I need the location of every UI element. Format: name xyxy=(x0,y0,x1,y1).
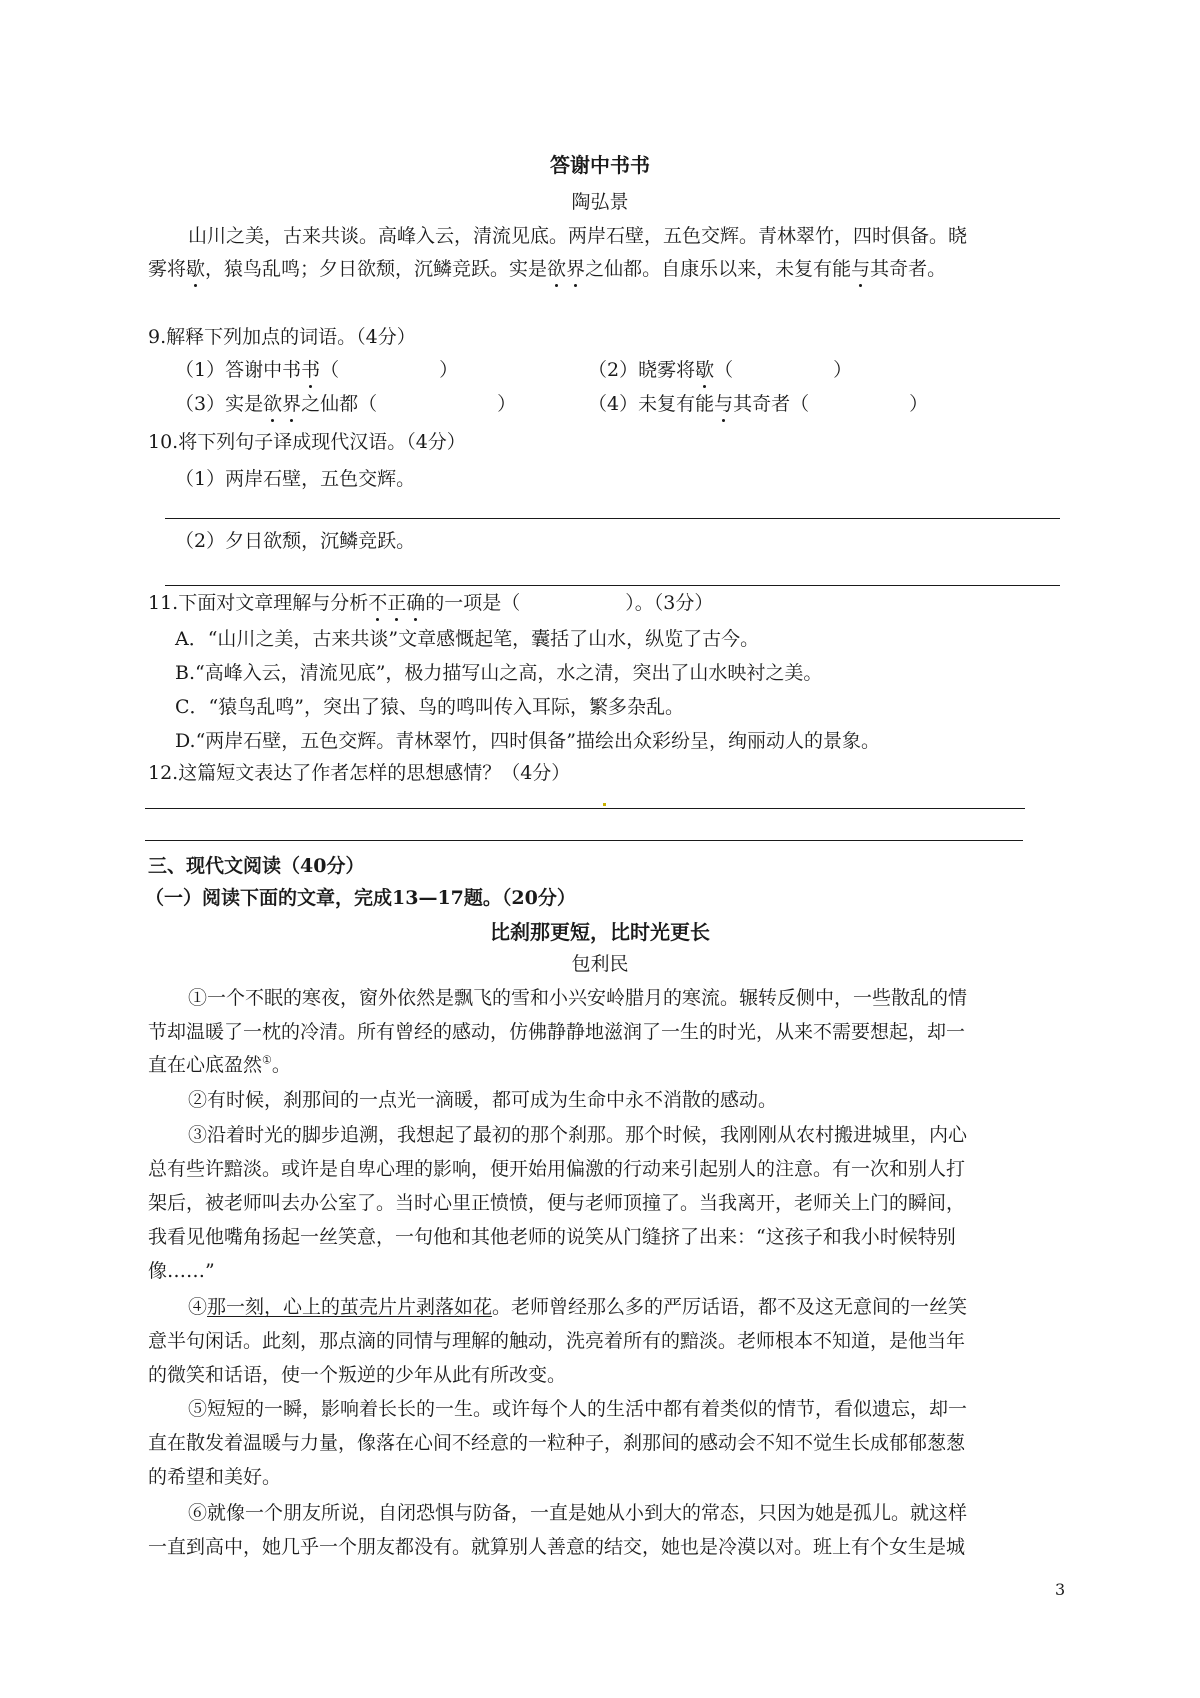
dotted-char: 确 xyxy=(406,589,425,617)
question-10-stem: 10.将下列句子译成现代汉语。（4分） xyxy=(148,431,466,453)
article-p3-line-5: 像……” xyxy=(148,1260,215,1282)
article-p5-line-2: 直在散发着温暖与力量，像落在心间不经意的一粒种子，刹那间的感动会不知不觉生长成郁郁葱葱 xyxy=(148,1432,966,1454)
answer-line[interactable] xyxy=(165,518,1060,519)
underlined-sentence: 那一刻，心上的茧壳片片剥落如花 xyxy=(207,1296,493,1318)
classical-line-1: 山川之美，古来共谈。高峰入云，清流见底。两岸石壁，五色交辉。青林翠竹，四时俱备。晓 xyxy=(188,225,968,247)
dotted-char: 界 xyxy=(282,390,301,418)
dotted-char: 与 xyxy=(714,390,733,418)
dotted-char: 歇 xyxy=(695,356,714,384)
footnote-mark: ① xyxy=(262,1053,272,1067)
article-title: 比刹那更短，比时光更长 xyxy=(490,920,710,944)
answer-line[interactable] xyxy=(145,840,1023,841)
article-p4-line-1: ④那一刻，心上的茧壳片片剥落如花。老师曾经那么多的严厉话语，都不及这无意间的一丝笑 xyxy=(188,1296,968,1318)
section-3-heading: 三、现代文阅读（40分） xyxy=(148,855,365,877)
classical-author: 陶弘景 xyxy=(571,191,629,213)
question-9-item-4: （4）未复有能与其奇者（ ） xyxy=(588,390,928,418)
article-p5-line-3: 的希望和美好。 xyxy=(148,1466,282,1488)
article-p6-line-2: 一直到高中，她几乎一个朋友都没有。就算别人善意的结交，她也是冷漠以对。班上有个女生是城 xyxy=(148,1536,966,1558)
question-9-item-3: （3）实是欲界之仙都（ ） xyxy=(175,390,516,418)
dotted-char: 正 xyxy=(387,589,406,617)
dotted-char: 书 xyxy=(301,356,320,384)
question-10-sentence-2: （2）夕日欲颓，沉鳞竞跃。 xyxy=(175,530,416,552)
classical-line-2: 雾将歇，猿鸟乱鸣；夕日欲颓，沉鳞竞跃。实是欲界之仙都。自康乐以来，未复有能与其奇者。 xyxy=(148,255,946,283)
article-p3-line-1: ③沿着时光的脚步追溯，我想起了最初的那个刹那。那个时候，我刚刚从农村搬进城里，内心 xyxy=(188,1124,968,1146)
question-12-stem: 12.这篇短文表达了作者怎样的思想感情？（4分） xyxy=(148,762,571,784)
question-11-stem: 11.下面对文章理解与分析不正确的一项是（ ）。（3分） xyxy=(148,589,713,617)
dotted-char: 不 xyxy=(368,589,387,617)
article-p5-line-1: ⑤短短的一瞬，影响着长长的一生。或许每个人的生活中都有着类似的情节，看似遗忘，却一 xyxy=(188,1398,968,1420)
question-9-item-2: （2）晓雾将歇（ ） xyxy=(588,356,852,384)
option-b: B.“高峰入云，清流见底”，极力描写山之高，水之清，突出了山水映衬之美。 xyxy=(175,662,823,684)
dotted-char: 欲 xyxy=(547,255,566,283)
question-9-item-1: （1）答谢中书书（ ） xyxy=(175,356,458,384)
answer-line[interactable] xyxy=(165,585,1060,586)
answer-line[interactable] xyxy=(145,808,1025,809)
option-a: A．“山川之美，古来共谈”文章感慨起笔，囊括了山水，纵览了古今。 xyxy=(175,628,760,650)
article-p2: ②有时候，刹那间的一点光一滴暖，都可成为生命中永不消散的感动。 xyxy=(188,1089,778,1111)
article-p4-line-2: 意半句闲话。此刻，那点滴的同情与理解的触动，洗亮着所有的黯淡。老师根本不知道，是他当年 xyxy=(148,1330,966,1352)
question-9-stem: 9.解释下列加点的词语。（4分） xyxy=(148,326,416,348)
dotted-char: 界 xyxy=(566,255,585,283)
article-p3-line-4: 我看见他嘴角扬起一丝笑意，一句他和其他老师的说笑从门缝挤了出来：“这孩子和我小时候特别 xyxy=(148,1226,956,1248)
classical-title: 答谢中书书 xyxy=(550,153,650,177)
section-3-part-1: （一）阅读下面的文章，完成13—17题。（20分） xyxy=(145,887,576,909)
article-p6-line-1: ⑥就像一个朋友所说，自闭恐惧与防备，一直是她从小到大的常态，只因为她是孤儿。就这样 xyxy=(188,1502,968,1524)
page-number: 3 xyxy=(1055,1580,1066,1599)
article-p3-line-3: 架后，被老师叫去办公室了。当时心里正愤愤，便与老师顶撞了。当我离开，老师关上门的瞬间， xyxy=(148,1192,966,1214)
stray-mark xyxy=(603,803,606,806)
article-p1-line-1: ①一个不眠的寒夜，窗外依然是飘飞的雪和小兴安岭腊月的寒流。辗转反侧中，一些散乱的情 xyxy=(188,987,968,1009)
article-p1-line-3: 直在心底盈然①。 xyxy=(148,1053,291,1076)
option-d: D.“两岸石壁，五色交辉。青林翠竹，四时俱备”描绘出众彩纷呈，绚丽动人的景象。 xyxy=(175,730,881,752)
article-p1-line-2: 节却温暖了一枕的冷清。所有曾经的感动，仿佛静静地滋润了一生的时光，从来不需要想起，却一 xyxy=(148,1021,966,1043)
dotted-char: 欲 xyxy=(263,390,282,418)
question-10-sentence-1: （1）两岸石壁，五色交辉。 xyxy=(175,468,416,490)
dotted-char: 歇 xyxy=(186,255,205,283)
article-p4-line-3: 的微笑和话语，使一个叛逆的少年从此有所改变。 xyxy=(148,1364,567,1386)
article-p3-line-2: 总有些许黯淡。或许是自卑心理的影响，便开始用偏激的行动来引起别人的注意。有一次和别人打 xyxy=(148,1158,966,1180)
article-author: 包利民 xyxy=(571,953,629,975)
dotted-char: 与 xyxy=(851,255,870,283)
option-c: C．“猿鸟乱鸣”，突出了猿、鸟的鸣叫传入耳际，繁多杂乱。 xyxy=(175,696,684,718)
